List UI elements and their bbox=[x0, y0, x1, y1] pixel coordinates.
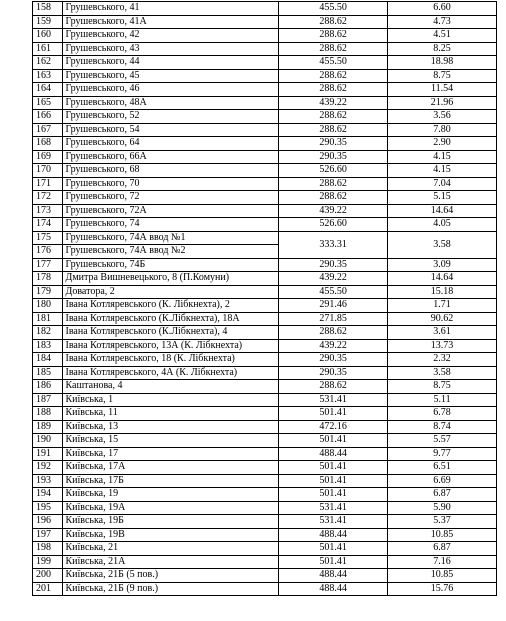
row-number-cell: 170 bbox=[33, 164, 63, 178]
address-cell: Івана Котляревського (К.Лібкнехта), 4 bbox=[62, 326, 279, 340]
table-row bbox=[33, 110, 497, 124]
address-cell: Київська, 19 bbox=[62, 488, 279, 502]
value1-cell: 290.35 bbox=[279, 137, 388, 151]
value1-cell: 288.62 bbox=[279, 69, 388, 83]
row-number-cell: 198 bbox=[33, 542, 63, 556]
value2-cell: 6.87 bbox=[388, 542, 497, 556]
address-cell: Івана Котляревського, 13А (К. Лібкнехта) bbox=[62, 339, 279, 353]
table-row bbox=[33, 299, 497, 313]
row-number-cell: 194 bbox=[33, 488, 63, 502]
value2-cell: 8.25 bbox=[388, 42, 497, 56]
value2-cell: 10.85 bbox=[388, 569, 497, 583]
row-number-cell: 169 bbox=[33, 150, 63, 164]
address-cell: Грушевського, 72А bbox=[62, 204, 279, 218]
value1-cell: 488.44 bbox=[279, 569, 388, 583]
table-row bbox=[33, 542, 497, 556]
value2-cell: 3.09 bbox=[388, 258, 497, 272]
value2-cell: 4.05 bbox=[388, 218, 497, 232]
value2-cell: 4.15 bbox=[388, 164, 497, 178]
address-cell: Івана Котляревського (К.Лібкнехта), 18А bbox=[62, 312, 279, 326]
value2-cell: 7.16 bbox=[388, 555, 497, 569]
address-cell: Івана Котляревського, 4А (К. Лібкнехта) bbox=[62, 366, 279, 380]
value1-cell: 271.85 bbox=[279, 312, 388, 326]
value2-cell: 8.74 bbox=[388, 420, 497, 434]
value1-cell: 288.62 bbox=[279, 191, 388, 205]
address-cell: Київська, 19Б bbox=[62, 515, 279, 529]
table-row bbox=[33, 96, 497, 110]
table-row bbox=[33, 15, 497, 29]
address-cell: Київська, 15 bbox=[62, 434, 279, 448]
address-cell: Київська, 17А bbox=[62, 461, 279, 475]
value1-cell: 288.62 bbox=[279, 380, 388, 394]
table-row bbox=[33, 204, 497, 218]
table-row bbox=[33, 555, 497, 569]
value2-cell: 6.69 bbox=[388, 474, 497, 488]
table-row bbox=[33, 29, 497, 43]
address-cell: Грушевського, 74А ввод №1 bbox=[62, 231, 279, 245]
address-cell: Грушевського, 72 bbox=[62, 191, 279, 205]
value1-cell: 290.35 bbox=[279, 258, 388, 272]
value2-cell: 5.15 bbox=[388, 191, 497, 205]
value2-cell: 5.57 bbox=[388, 434, 497, 448]
row-number-cell: 195 bbox=[33, 501, 63, 515]
value1-cell: 288.62 bbox=[279, 110, 388, 124]
table-row bbox=[33, 231, 497, 245]
address-cell: Івана Котляревського (К. Лібкнехта), 2 bbox=[62, 299, 279, 313]
table-row bbox=[33, 461, 497, 475]
table-row bbox=[33, 312, 497, 326]
value1-cell: 531.41 bbox=[279, 393, 388, 407]
value2-cell: 4.15 bbox=[388, 150, 497, 164]
value2-cell: 14.64 bbox=[388, 204, 497, 218]
value1-cell: 501.41 bbox=[279, 488, 388, 502]
value2-cell: 11.54 bbox=[388, 83, 497, 97]
table-row bbox=[33, 56, 497, 70]
table-row bbox=[33, 582, 497, 596]
row-number-cell: 188 bbox=[33, 407, 63, 421]
address-cell: Грушевського, 68 bbox=[62, 164, 279, 178]
row-number-cell: 180 bbox=[33, 299, 63, 313]
row-number-cell: 192 bbox=[33, 461, 63, 475]
row-number-cell: 164 bbox=[33, 83, 63, 97]
value2-cell: 4.73 bbox=[388, 15, 497, 29]
address-cell: Грушевського, 54 bbox=[62, 123, 279, 137]
value2-cell: 3.61 bbox=[388, 326, 497, 340]
value2-cell: 7.04 bbox=[388, 177, 497, 191]
row-number-cell: 201 bbox=[33, 582, 63, 596]
address-cell: Грушевського, 41 bbox=[62, 2, 279, 16]
value1-cell: 531.41 bbox=[279, 515, 388, 529]
table-row bbox=[33, 2, 497, 16]
table-row bbox=[33, 474, 497, 488]
row-number-cell: 176 bbox=[33, 245, 63, 259]
row-number-cell: 189 bbox=[33, 420, 63, 434]
value2-cell: 3.58 bbox=[388, 366, 497, 380]
row-number-cell: 187 bbox=[33, 393, 63, 407]
value2-cell: 6.60 bbox=[388, 2, 497, 16]
address-cell: Київська, 21Б (5 пов.) bbox=[62, 569, 279, 583]
value2-cell: 4.51 bbox=[388, 29, 497, 43]
row-number-cell: 181 bbox=[33, 312, 63, 326]
table-row bbox=[33, 218, 497, 232]
address-cell: Київська, 17Б bbox=[62, 474, 279, 488]
table-row bbox=[33, 569, 497, 583]
value1-cell: 288.62 bbox=[279, 83, 388, 97]
address-table bbox=[32, 1, 497, 596]
address-cell: Грушевського, 64 bbox=[62, 137, 279, 151]
row-number-cell: 178 bbox=[33, 272, 63, 286]
table-row bbox=[33, 339, 497, 353]
address-cell: Грушевського, 70 bbox=[62, 177, 279, 191]
value2-cell: 5.11 bbox=[388, 393, 497, 407]
value1-cell: 288.62 bbox=[279, 15, 388, 29]
table-row bbox=[33, 164, 497, 178]
value1-cell: 333.31 bbox=[279, 231, 388, 258]
value2-cell: 3.56 bbox=[388, 110, 497, 124]
row-number-cell: 182 bbox=[33, 326, 63, 340]
row-number-cell: 196 bbox=[33, 515, 63, 529]
address-cell: Грушевського, 48А bbox=[62, 96, 279, 110]
value1-cell: 526.60 bbox=[279, 164, 388, 178]
value2-cell: 6.51 bbox=[388, 461, 497, 475]
address-cell: Дмитра Вишневецького, 8 (П.Комуни) bbox=[62, 272, 279, 286]
value1-cell: 439.22 bbox=[279, 272, 388, 286]
table-row bbox=[33, 272, 497, 286]
value2-cell: 15.18 bbox=[388, 285, 497, 299]
row-number-cell: 159 bbox=[33, 15, 63, 29]
row-number-cell: 174 bbox=[33, 218, 63, 232]
row-number-cell: 158 bbox=[33, 2, 63, 16]
address-cell: Івана Котляревського, 18 (К. Лібкнехта) bbox=[62, 353, 279, 367]
value2-cell: 18.98 bbox=[388, 56, 497, 70]
value2-cell: 2.32 bbox=[388, 353, 497, 367]
address-cell: Київська, 17 bbox=[62, 447, 279, 461]
address-cell: Київська, 1 bbox=[62, 393, 279, 407]
value1-cell: 290.35 bbox=[279, 353, 388, 367]
value1-cell: 290.35 bbox=[279, 366, 388, 380]
value1-cell: 501.41 bbox=[279, 407, 388, 421]
value2-cell: 8.75 bbox=[388, 380, 497, 394]
address-cell: Київська, 21Б (9 пов.) bbox=[62, 582, 279, 596]
row-number-cell: 161 bbox=[33, 42, 63, 56]
value1-cell: 455.50 bbox=[279, 285, 388, 299]
address-cell: Київська, 21А bbox=[62, 555, 279, 569]
value1-cell: 288.62 bbox=[279, 177, 388, 191]
value1-cell: 288.62 bbox=[279, 326, 388, 340]
value2-cell: 6.87 bbox=[388, 488, 497, 502]
value1-cell: 288.62 bbox=[279, 29, 388, 43]
row-number-cell: 160 bbox=[33, 29, 63, 43]
address-cell: Доватора, 2 bbox=[62, 285, 279, 299]
row-number-cell: 179 bbox=[33, 285, 63, 299]
table-row bbox=[33, 447, 497, 461]
value1-cell: 288.62 bbox=[279, 42, 388, 56]
address-cell: Грушевського, 42 bbox=[62, 29, 279, 43]
address-cell: Київська, 19В bbox=[62, 528, 279, 542]
row-number-cell: 163 bbox=[33, 69, 63, 83]
table-row bbox=[33, 353, 497, 367]
value1-cell: 439.22 bbox=[279, 204, 388, 218]
value2-cell: 13.73 bbox=[388, 339, 497, 353]
row-number-cell: 167 bbox=[33, 123, 63, 137]
row-number-cell: 197 bbox=[33, 528, 63, 542]
value1-cell: 526.60 bbox=[279, 218, 388, 232]
value1-cell: 455.50 bbox=[279, 56, 388, 70]
table-row bbox=[33, 420, 497, 434]
value1-cell: 488.44 bbox=[279, 528, 388, 542]
address-cell: Київська, 11 bbox=[62, 407, 279, 421]
value1-cell: 501.41 bbox=[279, 474, 388, 488]
table-row bbox=[33, 515, 497, 529]
table-row bbox=[33, 488, 497, 502]
value2-cell: 21.96 bbox=[388, 96, 497, 110]
table-row bbox=[33, 137, 497, 151]
row-number-cell: 190 bbox=[33, 434, 63, 448]
value1-cell: 501.41 bbox=[279, 434, 388, 448]
row-number-cell: 191 bbox=[33, 447, 63, 461]
value2-cell: 2.90 bbox=[388, 137, 497, 151]
value2-cell: 14.64 bbox=[388, 272, 497, 286]
table-row bbox=[33, 150, 497, 164]
value2-cell: 8.75 bbox=[388, 69, 497, 83]
address-cell: Київська, 21 bbox=[62, 542, 279, 556]
value1-cell: 501.41 bbox=[279, 555, 388, 569]
table-row bbox=[33, 177, 497, 191]
table-row bbox=[33, 123, 497, 137]
table-row bbox=[33, 528, 497, 542]
value1-cell: 501.41 bbox=[279, 542, 388, 556]
address-cell: Грушевського, 74Б bbox=[62, 258, 279, 272]
value2-cell: 5.90 bbox=[388, 501, 497, 515]
table-row bbox=[33, 258, 497, 272]
row-number-cell: 177 bbox=[33, 258, 63, 272]
row-number-cell: 162 bbox=[33, 56, 63, 70]
row-number-cell: 186 bbox=[33, 380, 63, 394]
row-number-cell: 185 bbox=[33, 366, 63, 380]
row-number-cell: 193 bbox=[33, 474, 63, 488]
value1-cell: 290.35 bbox=[279, 150, 388, 164]
address-cell: Грушевського, 66А bbox=[62, 150, 279, 164]
address-cell: Грушевського, 46 bbox=[62, 83, 279, 97]
value1-cell: 455.50 bbox=[279, 2, 388, 16]
value1-cell: 439.22 bbox=[279, 96, 388, 110]
table-row bbox=[33, 191, 497, 205]
value1-cell: 488.44 bbox=[279, 582, 388, 596]
table-row bbox=[33, 326, 497, 340]
row-number-cell: 200 bbox=[33, 569, 63, 583]
value1-cell: 501.41 bbox=[279, 461, 388, 475]
value2-cell: 9.77 bbox=[388, 447, 497, 461]
address-cell: Грушевського, 44 bbox=[62, 56, 279, 70]
address-cell: Київська, 13 bbox=[62, 420, 279, 434]
value1-cell: 531.41 bbox=[279, 501, 388, 515]
value2-cell: 10.85 bbox=[388, 528, 497, 542]
address-cell: Грушевського, 74 bbox=[62, 218, 279, 232]
address-cell: Київська, 19А bbox=[62, 501, 279, 515]
value1-cell: 291.46 bbox=[279, 299, 388, 313]
table-row bbox=[33, 42, 497, 56]
table-row bbox=[33, 380, 497, 394]
table-row bbox=[33, 393, 497, 407]
value2-cell: 6.78 bbox=[388, 407, 497, 421]
value1-cell: 439.22 bbox=[279, 339, 388, 353]
row-number-cell: 172 bbox=[33, 191, 63, 205]
row-number-cell: 183 bbox=[33, 339, 63, 353]
table-row bbox=[33, 407, 497, 421]
address-cell: Грушевського, 74А ввод №2 bbox=[62, 245, 279, 259]
row-number-cell: 173 bbox=[33, 204, 63, 218]
row-number-cell: 175 bbox=[33, 231, 63, 245]
row-number-cell: 184 bbox=[33, 353, 63, 367]
value2-cell: 90.62 bbox=[388, 312, 497, 326]
value2-cell: 1.71 bbox=[388, 299, 497, 313]
address-cell: Грушевського, 52 bbox=[62, 110, 279, 124]
address-cell: Грушевського, 43 bbox=[62, 42, 279, 56]
row-number-cell: 171 bbox=[33, 177, 63, 191]
value2-cell: 3.58 bbox=[388, 231, 497, 258]
table-row bbox=[33, 69, 497, 83]
row-number-cell: 199 bbox=[33, 555, 63, 569]
value2-cell: 7.80 bbox=[388, 123, 497, 137]
address-cell: Грушевського, 41А bbox=[62, 15, 279, 29]
table-row bbox=[33, 83, 497, 97]
value1-cell: 472.16 bbox=[279, 420, 388, 434]
row-number-cell: 165 bbox=[33, 96, 63, 110]
table-body bbox=[33, 2, 497, 596]
value1-cell: 288.62 bbox=[279, 123, 388, 137]
value1-cell: 488.44 bbox=[279, 447, 388, 461]
table-row bbox=[33, 366, 497, 380]
table-row bbox=[33, 434, 497, 448]
address-cell: Грушевського, 45 bbox=[62, 69, 279, 83]
value2-cell: 5.37 bbox=[388, 515, 497, 529]
value2-cell: 15.76 bbox=[388, 582, 497, 596]
table-row bbox=[33, 501, 497, 515]
row-number-cell: 168 bbox=[33, 137, 63, 151]
table-row bbox=[33, 285, 497, 299]
address-cell: Каштанова, 4 bbox=[62, 380, 279, 394]
row-number-cell: 166 bbox=[33, 110, 63, 124]
